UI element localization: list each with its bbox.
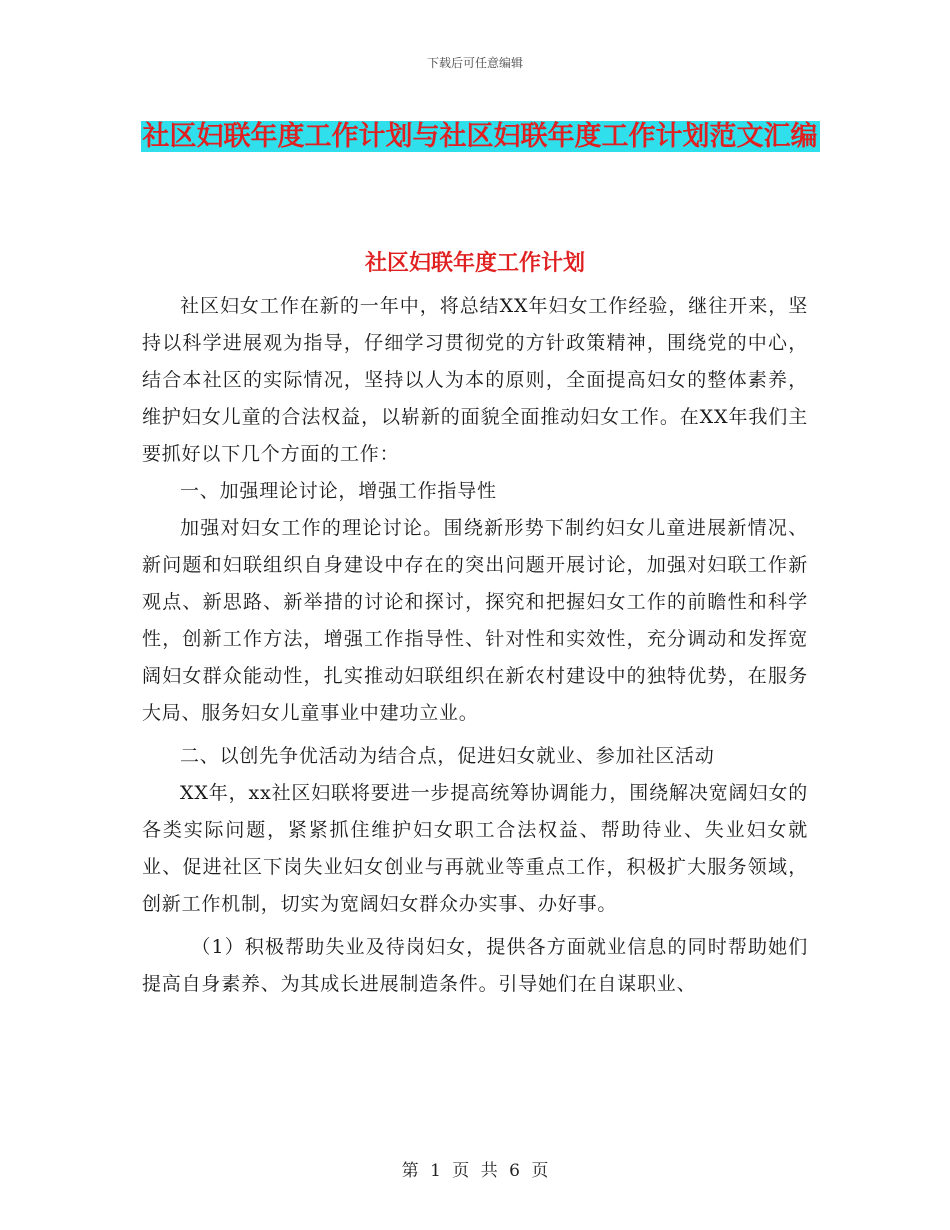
section-title: 社区妇联年度工作计划	[364, 250, 585, 276]
paragraph-heading-1: 一、加强理论讨论，增强工作指导性	[180, 480, 497, 502]
paragraph-theory: 加强对妇女工作的理论讨论。围绕新形势下制约妇女儿童进展新情况、新问题和妇联组织自身建设中存在的突出问题开展讨论，加强对妇联工作新观点、新思路、新举措的讨论和探讨，探究和把握妇女工作的前瞻性和科学性，创新工作方法，增强工作指导性、针对性和实效性，充分调动和发挥宽阔妇女群众能动性，扎实推动妇联组织在新农村建设中的独特优势，在服务大局、服务妇女儿童事业中建功立业。	[142, 517, 808, 724]
page-number: 第 1 页 共 6 页	[401, 1161, 549, 1181]
paragraph-intro: 社区妇女工作在新的一年中，将总结XX年妇女工作经验，继往开来，坚持以科学进展观为指导，仔细学习贯彻党的方针政策精神，围绕党的中心，结合本社区的实际情况，坚持以人为本的原则，全面提高妇女的整体素养，维护妇女儿童的合法权益，以崭新的面貌全面推动妇女工作。在XX年我们主要抓好以下几个方面的工作：	[142, 295, 808, 465]
paragraph-employment: XX年，xx社区妇联将要进一步提高统筹协调能力，围绕解决宽阔妇女的各类实际问题，紧紧抓住维护妇女职工合法权益、帮助待业、失业妇女就业、促进社区下岗失业妇女创业与再就业等重点工作，积极扩大服务领域，创新工作机制，切实为宽阔妇女群众办实事、办好事。	[142, 782, 808, 915]
page-header-note: 下载后可任意编辑	[426, 56, 523, 70]
document-title	[140, 111, 820, 163]
document-title-text: 社区妇联年度工作计划与社区妇联年度工作计划范文汇编	[142, 121, 818, 152]
paragraph-item-1: （1）积极帮助失业及待岗妇女，提供各方面就业信息的同时帮助她们提高自身素养、为其成长进展制造条件。引导她们在自谋职业、	[142, 936, 808, 995]
paragraph-heading-2: 二、以创先争优活动为结合点，促进妇女就业、参加社区活动	[180, 745, 715, 767]
document-body	[142, 288, 808, 1003]
